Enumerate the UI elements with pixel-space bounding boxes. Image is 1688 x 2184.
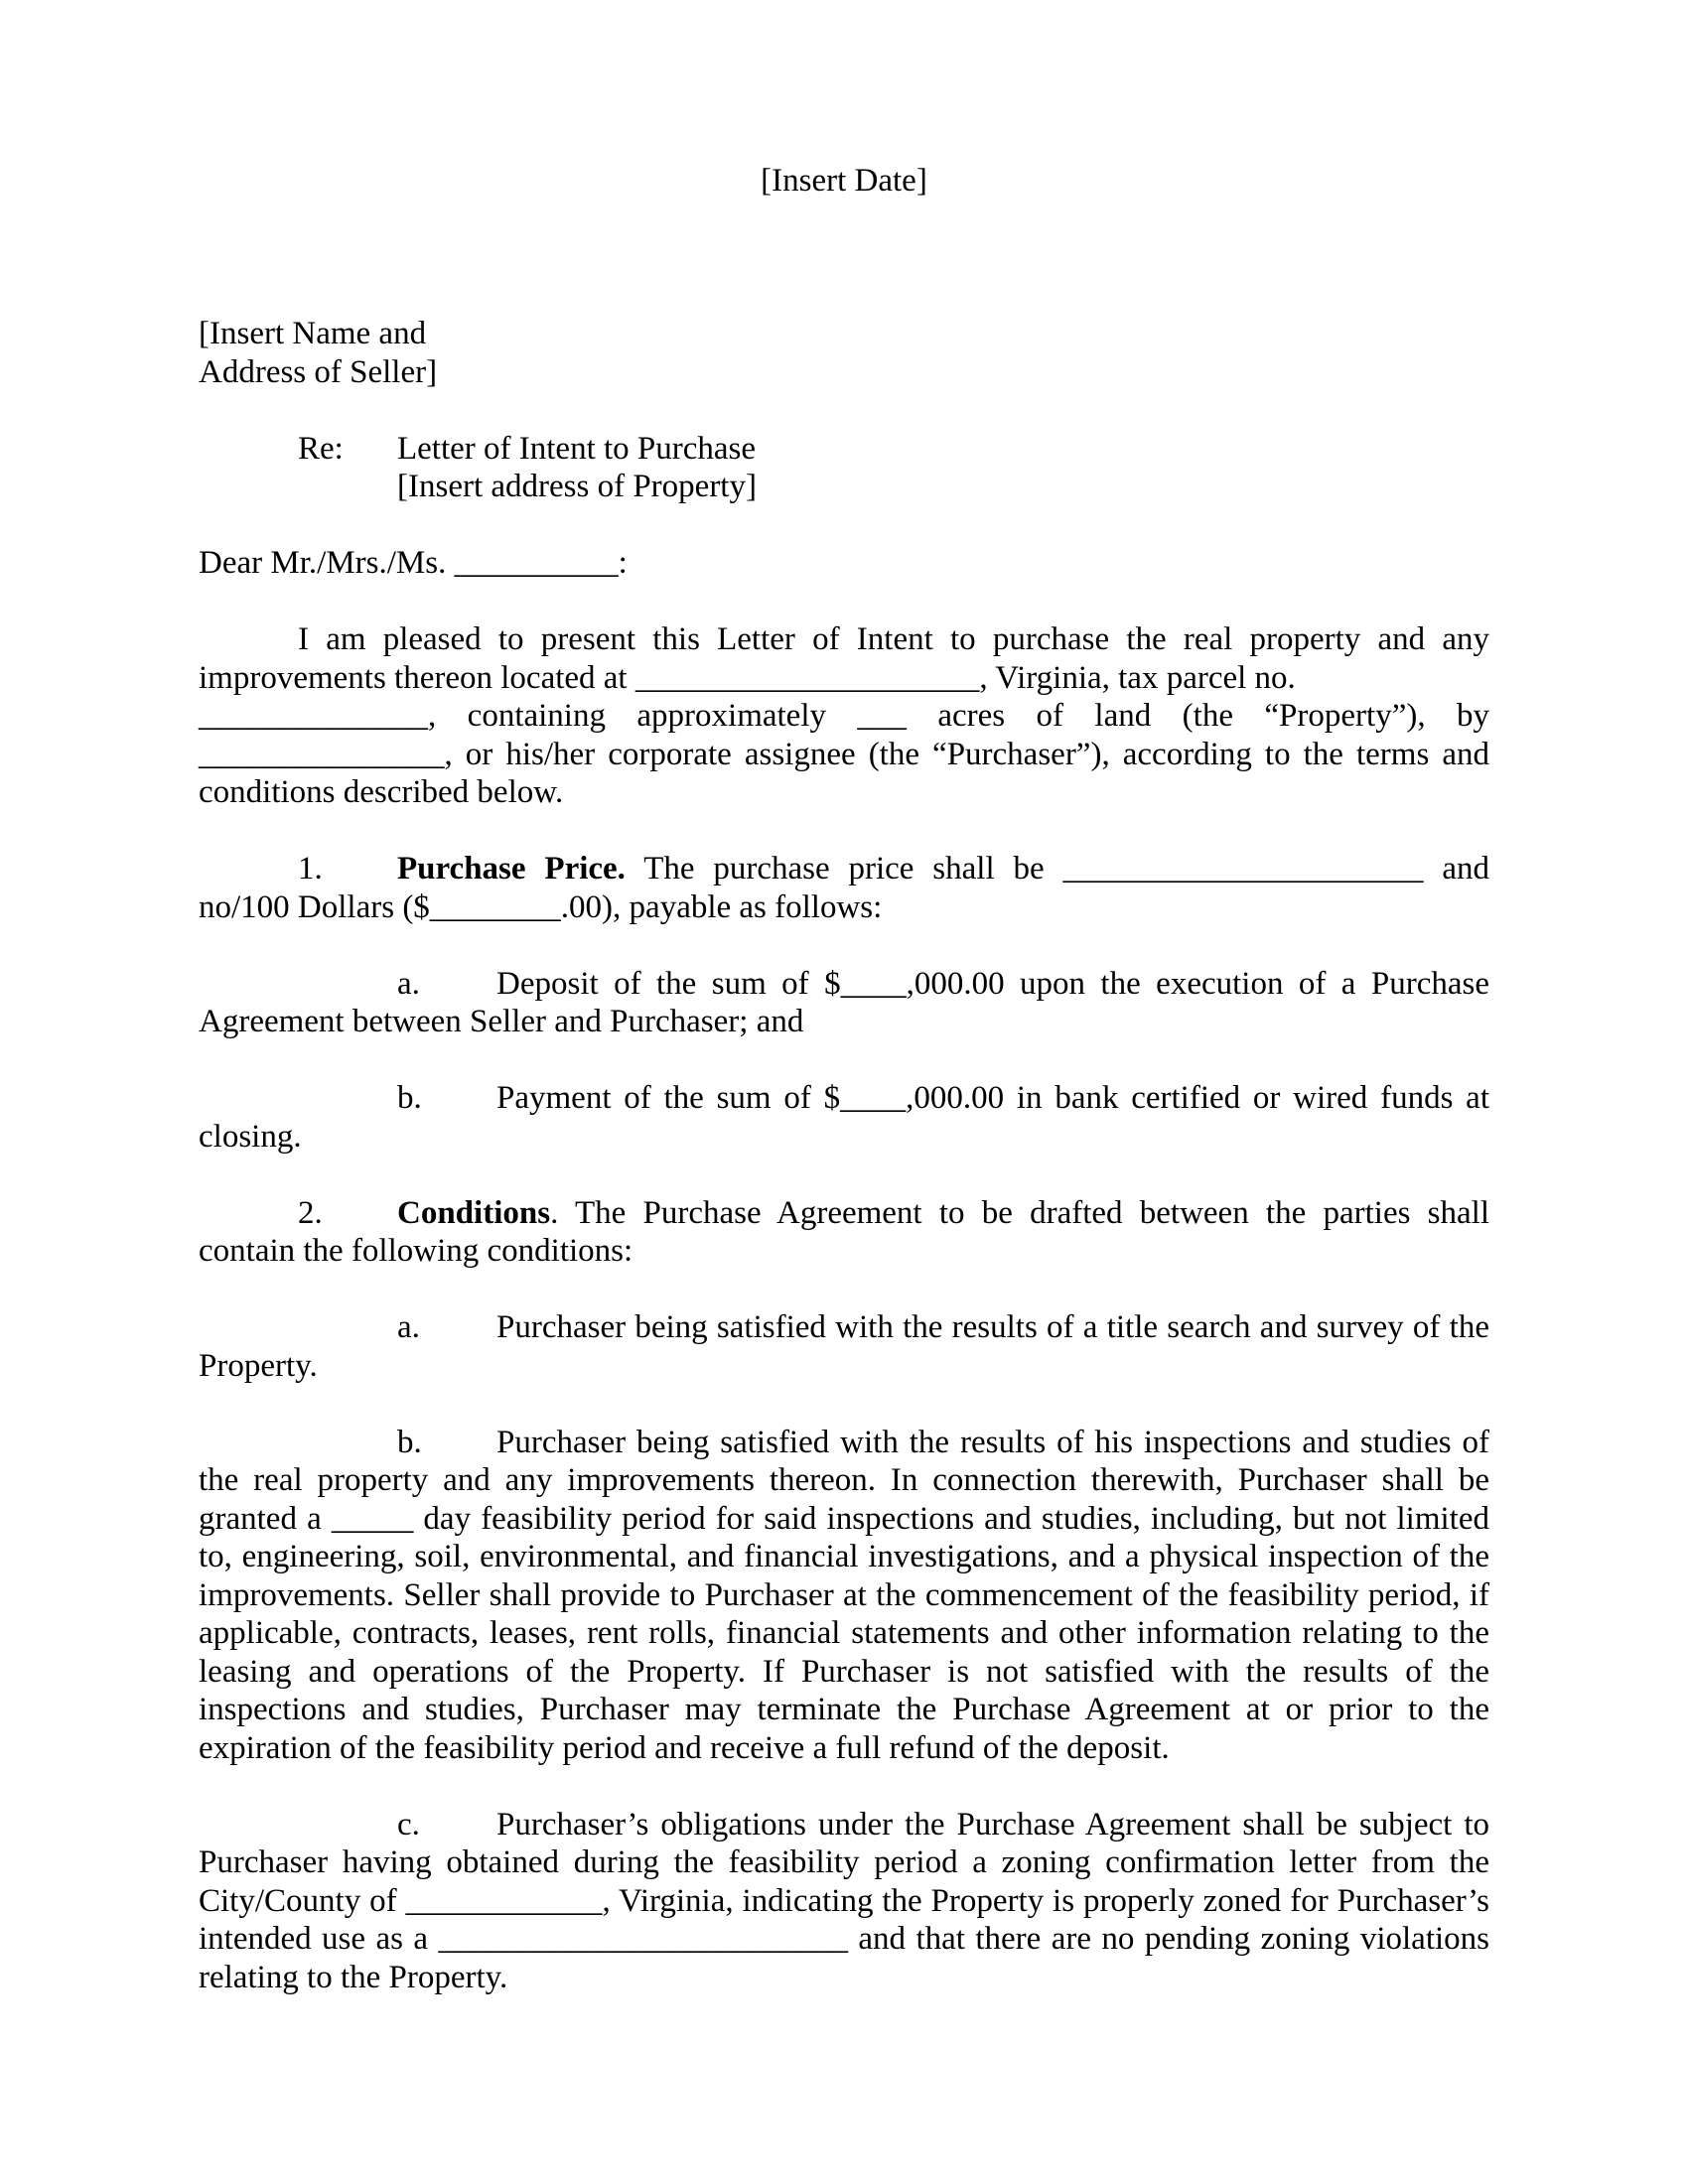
item-2a-letter: a. xyxy=(397,1309,420,1345)
date-line xyxy=(199,162,1489,201)
item-1b-body-text: Payment of the sum of $____,000.00 in bank certified or wired funds at closing. xyxy=(199,1080,1489,1155)
item-1a-letter: a. xyxy=(397,965,420,1002)
section-1-body-text: The purchase price shall be ______________________ and no/100 Dollars ($________.00), payable as follows: xyxy=(199,851,1489,925)
intro-paragraph xyxy=(199,620,1489,812)
item-2c-body-text: Purchaser’s obligations under the Purchase Agreement shall be subject to Purchaser having obtained during the feasibility period a zoning confirmation letter from the City/County of ____________, Virginia, indicating the Property is properly zoned for Purchaser’s intended use as a _________________________ and that there are no pending zoning violations relating to the Property. xyxy=(199,1806,1489,1995)
date-placeholder-text: [Insert Date] xyxy=(761,163,927,199)
seller-address-line: Address of Seller] xyxy=(199,353,438,390)
item-1b-payment xyxy=(199,1079,1489,1156)
section-2-body-text: . The Purchase Agreement to be drafted between the parties shall contain the following conditions: xyxy=(199,1194,1489,1269)
section-2-number: 2. xyxy=(298,1194,323,1231)
item-1a-deposit xyxy=(199,965,1489,1041)
item-2a-body-text: Purchaser being satisfied with the results of a title search and survey of the Property. xyxy=(199,1309,1489,1384)
item-2b-inspections xyxy=(199,1424,1489,1768)
intro-text-part1: I am pleased to present this Letter of Intent to purchase the real property and any improvements thereon located at _____________________, Virginia, tax parcel no. xyxy=(199,621,1489,696)
intro-text-part2: ______________, containing approximately ___ acres of land (the “Property”), by _______________, or his/her corporate assignee (the “Purchaser”), according to the terms and conditions described below. xyxy=(199,698,1489,810)
section-1-heading: Purchase Price. xyxy=(397,851,626,887)
salutation-line xyxy=(199,544,1489,583)
item-1b-letter: b. xyxy=(397,1080,422,1116)
section-1-number: 1. xyxy=(298,851,323,887)
re-subject-line: Letter of Intent to Purchase xyxy=(397,430,757,467)
re-label: Re: xyxy=(298,430,344,467)
salutation-text: Dear Mr./Mrs./Ms. __________: xyxy=(199,545,628,581)
item-2b-letter: b. xyxy=(397,1424,422,1460)
item-2b-body-text: Purchaser being satisfied with the results of his inspections and studies of the real property and any improvements thereon. In connection therewith, Purchaser shall be granted a _____ day feasibility period for said inspections and studies, including, but not limited to, engineering, soil, environmental, and financial investigations, and a physical inspection of the improvements. Seller shall provide to Purchaser at the commencement of the feasibility period, if applicable, contracts, leases, rent rolls, financial statements and other information relating to the leasing and operations of the Property. If Purchaser is not satisfied with the results of the inspections and studies, Purchaser may terminate the Purchase Agreement at or prior to the expiration of the feasibility period and receive a full refund of the deposit. xyxy=(199,1424,1489,1766)
re-property-address-line: [Insert address of Property] xyxy=(397,469,757,504)
section-2-heading: Conditions xyxy=(397,1194,551,1231)
seller-address-block xyxy=(199,315,1489,391)
seller-name-line: [Insert Name and xyxy=(199,316,427,351)
re-block xyxy=(199,430,1489,506)
item-2a-title-search xyxy=(199,1308,1489,1385)
item-2c-letter: c. xyxy=(397,1806,420,1843)
section-2-conditions xyxy=(199,1194,1489,1271)
section-1-purchase-price xyxy=(199,850,1489,926)
item-1a-body-text: Deposit of the sum of $____,000.00 upon the execution of a Purchase Agreement between Seller and Purchaser; and xyxy=(199,965,1489,1039)
item-2c-zoning xyxy=(199,1806,1489,1997)
